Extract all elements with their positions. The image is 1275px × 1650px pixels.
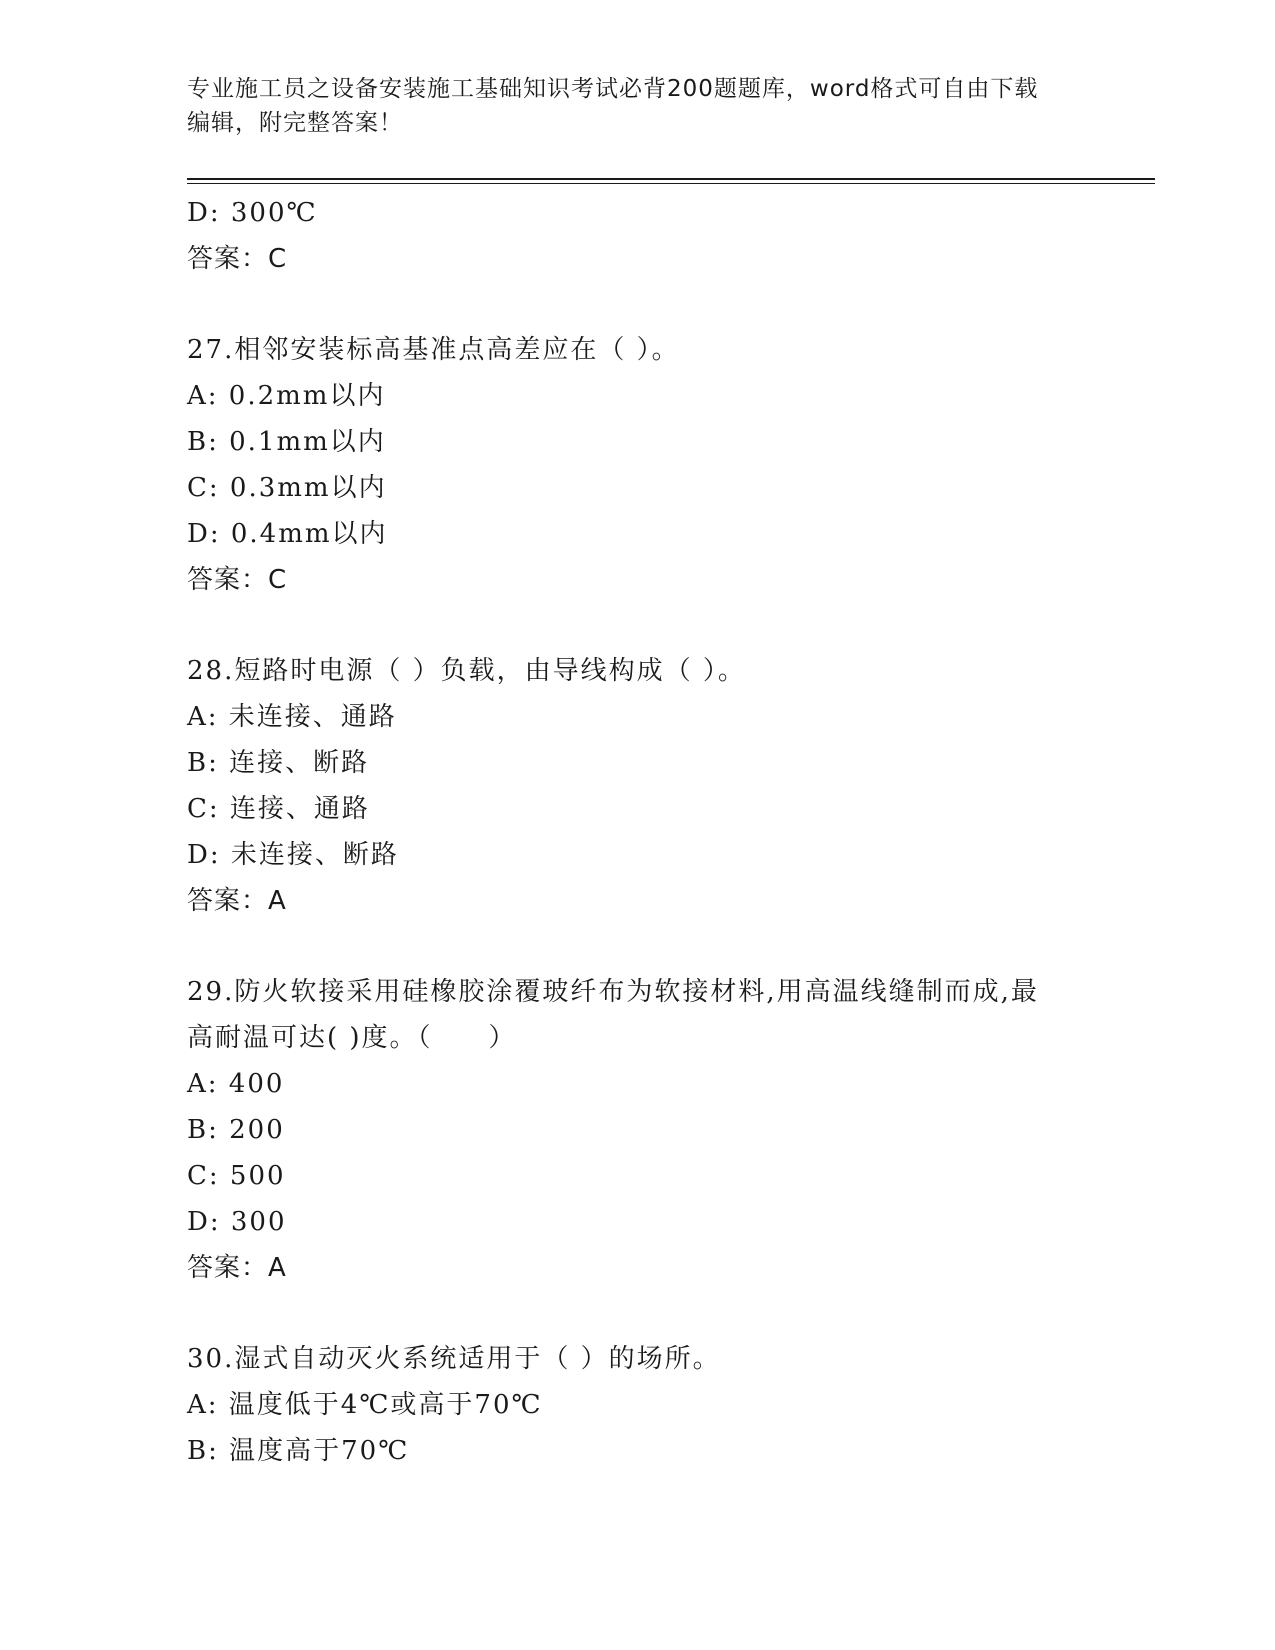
option-b: B: 200 xyxy=(187,1115,285,1145)
question-28 xyxy=(187,648,1087,924)
question-stem: 30.湿式自动灭火系统适用于（ ）的场所。 xyxy=(187,1344,721,1374)
option-a: A: 未连接、通路 xyxy=(187,702,397,732)
option-c: C: 连接、通路 xyxy=(187,794,370,824)
header-title-line-1: 专业施工员之设备安装施工基础知识考试必背200题题库，word格式可自由下载 xyxy=(187,76,1039,102)
question-stem-line-2: 高耐温可达( )度。（ ） xyxy=(187,1023,517,1053)
option-b: B: 0.1mm以内 xyxy=(187,427,386,457)
option-b: B: 温度高于70℃ xyxy=(187,1436,410,1466)
option-c: C: 500 xyxy=(187,1161,286,1191)
answer-line: 答案：A xyxy=(187,886,287,916)
answer-line: 答案：A xyxy=(187,1253,287,1283)
option-c: C: 0.3mm以内 xyxy=(187,473,387,503)
option-d: D: 0.4mm以内 xyxy=(187,519,388,549)
header-title-line-2: 编辑，附完整答案！ xyxy=(187,110,403,136)
question-30 xyxy=(187,1336,1087,1474)
answer-line: 答案：C xyxy=(187,565,288,595)
header-rule-thick xyxy=(187,178,1155,180)
option-d: D: 300 xyxy=(187,1207,287,1237)
question-stem: 28.短路时电源（ ）负载，由导线构成（ ）。 xyxy=(187,656,746,686)
document-header xyxy=(187,72,1087,140)
header-rule-thin xyxy=(187,183,1155,184)
option-a: A: 400 xyxy=(187,1069,285,1099)
option-d: D: 300℃ xyxy=(187,198,318,228)
option-b: B: 连接、断路 xyxy=(187,748,370,778)
question-29 xyxy=(187,969,1087,1291)
question-27 xyxy=(187,327,1087,603)
question-stem: 27.相邻安装标高基准点高差应在（ ）。 xyxy=(187,335,680,365)
answer-line: 答案：C xyxy=(187,244,288,274)
option-a: A: 温度低于4℃或高于70℃ xyxy=(187,1390,543,1420)
question-list xyxy=(187,190,1087,1474)
option-d: D: 未连接、断路 xyxy=(187,840,399,870)
question-stem-line-1: 29.防火软接采用硅橡胶涂覆玻纤布为软接材料,用高温线缝制而成,最 xyxy=(187,977,1039,1007)
option-a: A: 0.2mm以内 xyxy=(187,381,386,411)
